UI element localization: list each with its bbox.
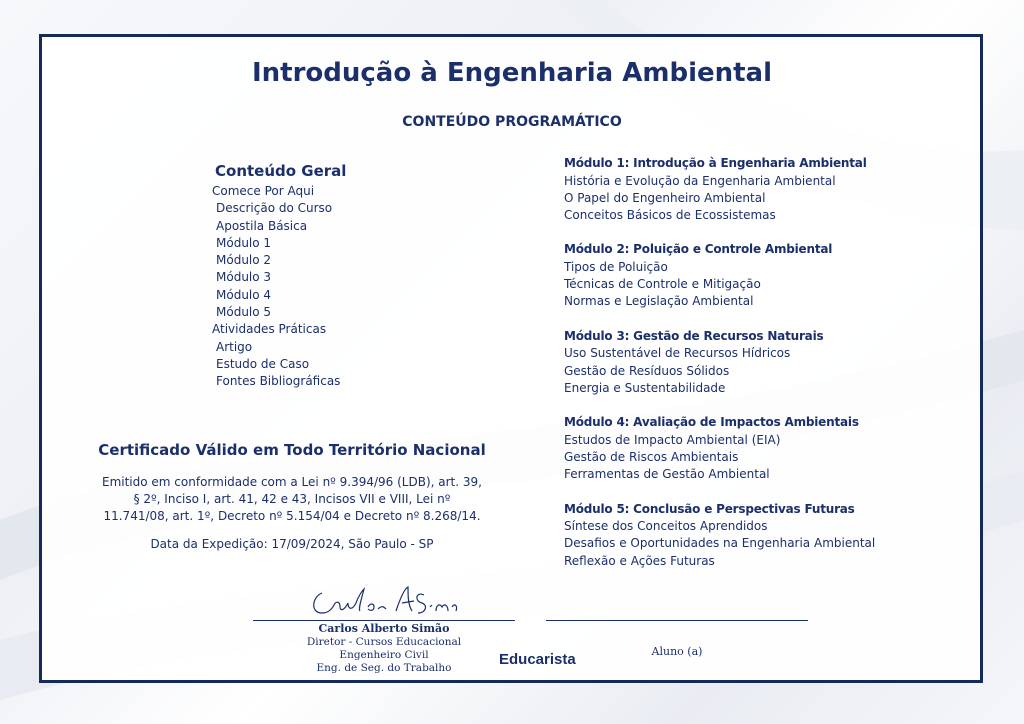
list-item: Módulo 1 <box>216 235 272 250</box>
issue-date: Data da Expedição: 17/09/2024, São Paulo - SP <box>150 537 434 551</box>
module-3 <box>564 328 964 397</box>
document-subtitle: CONTEÚDO PROGRAMÁTICO <box>402 114 622 130</box>
brand-logo: Educarista <box>499 651 576 668</box>
list-item: Módulo 3 <box>216 270 272 285</box>
certificate-legal-text: Emitido em conformidade com a Lei nº 9.394/96 (LDB), art. 39, § 2º, Inciso I, art. 41, 42 e 43, Incisos VII e VIII, Lei nº 11.741/08, art. 1º, Decreto nº 5.154/04 e Decreto nº 8.268/14. <box>102 475 482 523</box>
list-item: Apostila Básica <box>216 218 308 233</box>
module-item: Estudos de Impacto Ambiental (EIA) <box>564 432 781 447</box>
list-item: Módulo 2 <box>216 253 272 268</box>
module-item: Gestão de Riscos Ambientais <box>564 449 739 464</box>
module-item: História e Evolução da Engenharia Ambiental <box>564 173 836 188</box>
student-label: Aluno (a) <box>651 645 703 658</box>
list-item: Estudo de Caso <box>216 356 310 371</box>
module-item: Ferramentas de Gestão Ambiental <box>564 467 770 482</box>
module-1 <box>564 155 964 224</box>
student-signature-line <box>546 620 808 621</box>
list-item: Módulo 4 <box>216 287 272 302</box>
general-content-heading: Conteúdo Geral <box>215 162 347 180</box>
list-item: Artigo <box>216 339 253 354</box>
module-title: Módulo 3: Gestão de Recursos Naturais <box>564 328 824 343</box>
module-title: Módulo 4: Avaliação de Impactos Ambientais <box>564 415 859 430</box>
signer-role: Diretor - Cursos Educacional <box>306 636 462 648</box>
module-item: O Papel do Engenheiro Ambiental <box>564 190 766 205</box>
modules-section <box>564 155 964 587</box>
module-item: Gestão de Resíduos Sólidos <box>564 363 730 378</box>
module-title: Módulo 1: Introdução à Engenharia Ambiental <box>564 156 867 170</box>
list-item: Módulo 5 <box>216 305 272 320</box>
module-5 <box>564 501 964 570</box>
director-signature-line <box>253 620 515 621</box>
module-item: Conceitos Básicos de Ecossistemas <box>564 208 776 223</box>
director-signature-block <box>253 622 515 675</box>
list-item: Descrição do Curso <box>216 201 333 216</box>
certificate-validity-heading: Certificado Válido em Todo Território Nacional <box>98 441 486 459</box>
general-content-list <box>212 183 340 391</box>
list-item: Atividades Práticas <box>212 322 327 337</box>
module-item: Reflexão e Ações Futuras <box>564 553 715 568</box>
module-item: Síntese dos Conceitos Aprendidos <box>564 519 768 534</box>
module-item: Energia e Sustentabilidade <box>564 380 726 395</box>
handwritten-signature <box>308 583 458 621</box>
module-title: Módulo 5: Conclusão e Perspectivas Futuras <box>564 501 855 516</box>
module-title: Módulo 2: Poluição e Controle Ambiental <box>564 242 833 257</box>
document-title: Introdução à Engenharia Ambiental <box>251 58 773 88</box>
module-item: Uso Sustentável de Recursos Hídricos <box>564 346 791 361</box>
module-item: Desafios e Oportunidades na Engenharia Ambiental <box>564 536 876 551</box>
signer-name: Carlos Alberto Simão <box>318 622 450 635</box>
list-item: Fontes Bibliográficas <box>216 374 341 389</box>
module-item: Técnicas de Controle e Mitigação <box>564 277 761 292</box>
signer-role: Engenheiro Civil <box>339 649 429 661</box>
module-item: Normas e Legislação Ambiental <box>564 294 754 309</box>
module-4 <box>564 414 964 483</box>
module-2 <box>564 241 964 310</box>
module-item: Tipos de Poluição <box>564 259 668 274</box>
signer-role: Eng. de Seg. do Trabalho <box>316 662 452 674</box>
list-item: Comece Por Aqui <box>212 184 315 198</box>
